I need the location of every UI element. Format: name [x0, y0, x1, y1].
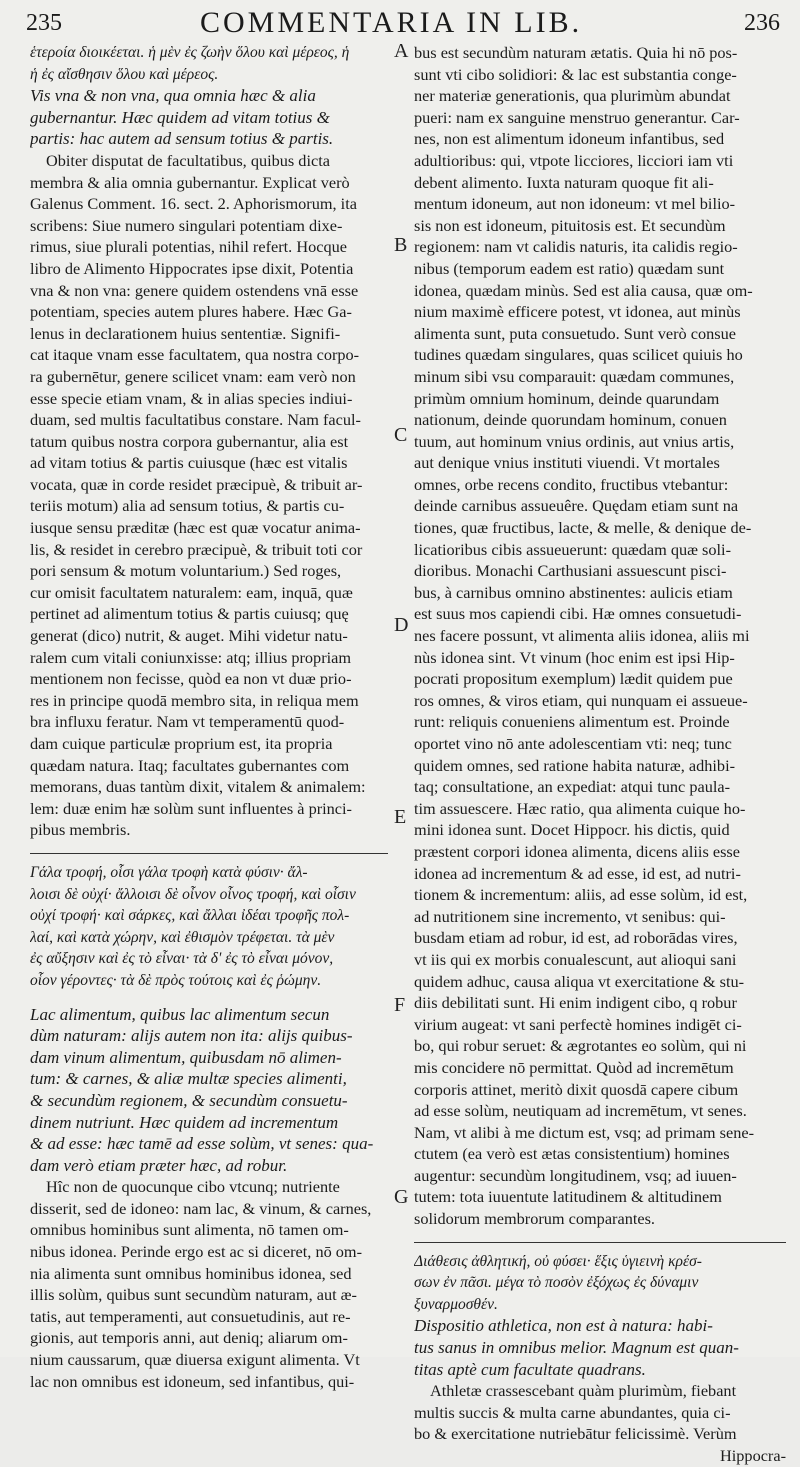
- commentary-line: lenus in declarationem huius sententiæ. Signifi-: [30, 323, 341, 343]
- greek-text-line: ἐς αὔξησιν καὶ ἐς τὸ εἶναι· τὰ δ' ἐς τὸ εἶναι μόνον,: [30, 950, 334, 968]
- commentary-line: rimus, siue plurali potentias, nihil refert. Hocque: [30, 237, 347, 257]
- commentary-line: ner materiæ generationis, qua plurimùm abundat: [414, 86, 731, 106]
- commentary-line: membra & alia omnia gubernantur. Explicat verò: [30, 172, 350, 192]
- commentary-line: omnes, orbe recens condito, fructibus vtebantur:: [414, 474, 729, 494]
- commentary-line: bus, à carnibus omnino abstinentes: aulicis etiam: [414, 582, 733, 602]
- commentary-line: adultioribus: qui, vtpote licciores, licciori iam vti: [414, 150, 734, 170]
- greek-text-line: ἡ ἐς αἴσθησιν ὅλου καὶ μέρεος.: [30, 65, 219, 83]
- commentary-line: Nam, vt alibi à me dictum est, vsq; ad primam sene-: [414, 1122, 755, 1142]
- commentary-line: corporis attinet, meritò dixit quosdā capere cibum: [414, 1079, 739, 1099]
- commentary-line: tuum, aut hominum vnius ordinis, aut vnius artis,: [414, 431, 735, 451]
- commentary-line: ctutem (ea verò est ætas consistentium) homines: [414, 1144, 730, 1164]
- commentary-line: quidem omnes, sed ratione habita naturæ, adhibi-: [414, 755, 736, 775]
- greek-text-line: οἷον γέροντες· τὰ δὲ πρὸς τούτοις καὶ ἐς ῥώμην.: [30, 971, 322, 989]
- running-title: COMMENTARIA IN LIB.: [200, 6, 583, 39]
- commentary-line: Obiter disputat de facultatibus, quibus dicta: [46, 150, 330, 170]
- commentary-line: dioribus. Monachi Carthusiani assuescunt pisci-: [414, 561, 727, 581]
- commentary-line: pocrati propositum exemplum) lædit quidem pue: [414, 669, 733, 689]
- left-column: [30, 42, 388, 1392]
- latin-translation-line: gubernantur. Hæc quidem ad vitam totius &: [30, 107, 330, 127]
- commentary-line: licatioribus cibis assueuerunt: quædam quæ soli-: [414, 539, 731, 559]
- latin-translation-line: & ad esse: hæc tamē ad esse solùm, vt senes: qua-: [30, 1134, 374, 1154]
- commentary-line: diis debilitati sunt. Hi enim indigent cibo, q robur: [414, 993, 737, 1013]
- commentary-line: bus est secundùm naturam ætatis. Quia hi nō pos-: [414, 43, 738, 62]
- latin-translation-line: & secundùm regionem, & secundùm consuetu-: [30, 1090, 348, 1110]
- commentary-line: solidorum membrorum comparantes.: [414, 1209, 655, 1229]
- section-rule: [414, 1242, 786, 1243]
- latin-translation-line: tum: & carnes, & aliæ multæ species alimenti,: [30, 1069, 347, 1089]
- commentary-line: pori sensum & motum voluntarium.) Sed roges,: [30, 561, 342, 581]
- commentary-line: quidem adhuc, causa aliqua vt exercitatione & stu-: [414, 971, 745, 991]
- commentary-line: tatis, aut temperamenti, aut consuetudinis, aut re-: [30, 1306, 351, 1326]
- commentary-line: aut denique vnius instituti viuendi. Vt mortales: [414, 453, 720, 473]
- page-number-right: 236: [744, 10, 780, 36]
- commentary-line: sis non est idoneum, pituitosis est. Et secundùm: [414, 215, 726, 235]
- commentary-line: lac non omnibus est idoneum, sed infantibus, qui-: [30, 1371, 355, 1391]
- commentary-line: tionem & incrementum: aliis, ad esse solùm, id est,: [414, 885, 748, 905]
- commentary-line: dam cuique particulæ proprium est, ita propria: [30, 734, 333, 753]
- commentary-line: vocata, quæ in corde residet præcipuè, & tribuit ar-: [30, 474, 363, 494]
- page-number-left: 235: [26, 10, 62, 36]
- commentary-line: ros omnes, & viros etiam, qui nunquam ei assueue-: [414, 690, 748, 710]
- commentary-line: ralem cum vitali coniunxisse: atq; illius propriam: [30, 647, 352, 667]
- commentary-line: regionem: nam vt calidis naturis, ita calidis regio-: [414, 237, 738, 257]
- greek-text-line: Διάθεσις ἀθλητική, οὐ φύσει· ἕξις ὑγιεινὴ κρέσ-: [414, 1252, 702, 1270]
- commentary-line: tudines quædam singulares, quas scilicet quiuis ho: [414, 345, 743, 365]
- section-rule: [30, 853, 388, 854]
- commentary-line: virium augeat: vt sani perfectè homines indigēt ci-: [414, 1014, 742, 1034]
- greek-text-line: Γάλα τροφή, οἷσι γάλα τροφὴ κατὰ φύσιν· ἄλ-: [30, 863, 308, 881]
- commentary-line: nes facere possunt, vt alimenta aliis idonea, aliis mi: [414, 626, 750, 646]
- greek-text-line: ξυναρμοσθέν.: [414, 1295, 498, 1313]
- commentary-line: sunt vti cibo solidiori: & lac est substantia conge-: [414, 64, 737, 84]
- commentary-line: ad nutritionem sine incremento, vt senibus: qui-: [414, 906, 726, 926]
- commentary-line: teriis motum) alia ad sensum totius, & partis cu-: [30, 496, 345, 516]
- commentary-line: nium caussarum, quæ diuersa exigunt alimenta. Vt: [30, 1350, 360, 1370]
- commentary-line: omnibus hominibus sunt alimenta, nō tamen om-: [30, 1220, 349, 1240]
- commentary-line: ad vitam totius & partis cuiusque (hæc est vitalis: [30, 453, 348, 473]
- commentary-line: deinde carnibus assueuêre. Quędam etiam sunt na: [414, 496, 739, 516]
- commentary-line: augentur: secundùm longitudinem, vsq; ad iuuen-: [414, 1165, 737, 1185]
- commentary-line: busdam etiam ad robur, id est, ad roborādas vires,: [414, 928, 738, 948]
- greek-text-line: λοισι δὲ οὐχί· ἄλλοισι δὲ οἶνον οἶνος τροφή, καὶ οἷσιν: [30, 885, 356, 903]
- margin-letter-a: A: [394, 40, 409, 62]
- margin-letter-g: G: [394, 1186, 409, 1208]
- commentary-line: multis succis & multa carne abundantes, quia ci-: [414, 1402, 731, 1422]
- commentary-line: mentionem non fecisse, quòd ea non vt duæ prio-: [30, 669, 352, 689]
- commentary-line: mis concidere nō permittat. Quòd ad incremētum: [414, 1057, 734, 1077]
- catchword: Hippocra-: [720, 1446, 786, 1465]
- commentary-line: idonea, quædam minùs. Sed est alia causa, quæ om-: [414, 280, 753, 300]
- commentary-line: pertinet ad alimentum totius & partis cuiusq; quę: [30, 604, 349, 624]
- latin-translation-line: dinem nutriunt. Hæc quidem ad incrementum: [30, 1112, 339, 1132]
- latin-translation-line: dam vinum alimentum, quibusdam nō alimen-: [30, 1047, 342, 1067]
- commentary-line: mentum idoneum, aut non idoneum: vt mel bilio-: [414, 194, 736, 214]
- commentary-line: illis solùm, quibus sunt secundùm naturam, aut æ-: [30, 1285, 357, 1305]
- commentary-line: disserit, sed de idoneo: nam lac, & vinum, & carnes,: [30, 1198, 372, 1218]
- margin-letter-e: E: [394, 806, 407, 828]
- spacer: [30, 992, 388, 1004]
- commentary-line: nes, non est alimentum idoneum infantibus, sed: [414, 129, 725, 149]
- commentary-line: pueri: nam ex sanguine menstruo generantur. Car-: [414, 107, 740, 127]
- commentary-line: libro de Alimento Hippocrates ipse dixit, Potentia: [30, 258, 354, 278]
- commentary-line: oportet vino nō ante adolescentiam vti: neq; tunc: [414, 734, 732, 753]
- commentary-line: ra gubernētur, genere scilicet vnam: eam verò non: [30, 366, 356, 386]
- commentary-line: præstent corpori idonea alimenta, dicens aliis esse: [414, 841, 740, 861]
- commentary-line: ad esse solùm, neutiquam ad incremētum, vt senes.: [414, 1101, 747, 1121]
- margin-letter-f: F: [394, 994, 406, 1016]
- commentary-line: bo & exercitatione nutriebātur felicissimè. Verùm: [414, 1424, 737, 1444]
- commentary-line: pibus membris.: [30, 820, 131, 840]
- commentary-line: esse specie etiam vnam, & in alias species indiui-: [30, 388, 353, 408]
- greek-text-line: σων ἐν πᾶσι. μέγα τὸ ποσὸν ἐξόχως ἐς δύναμιν: [414, 1274, 699, 1292]
- commentary-line: tiones, quæ fructibus, lacte, & melle, & denique de-: [414, 518, 752, 538]
- commentary-line: lem: duæ enim hæ solùm sunt influentes à princi-: [30, 798, 352, 818]
- commentary-line: alimenta sunt, puta consuetudo. Sunt verò consue: [414, 323, 736, 343]
- latin-translation-line: dam verò etiam præter hæc, ad robur.: [30, 1155, 288, 1175]
- commentary-line: lis, & residet in cerebro præcipuè, & tribuit toti cor: [30, 539, 363, 559]
- commentary-line: vna & non vna: genere quidem ostendens vnā esse: [30, 280, 359, 300]
- commentary-line: gionis, aut temporis anni, aut deniq; aliarum om-: [30, 1328, 348, 1348]
- commentary-line: vt iis qui ex morbis conualescunt, aut alioqui sani: [414, 949, 737, 969]
- commentary-line: nium maximè efficere potest, vt idonea, aut minùs: [414, 302, 741, 322]
- latin-translation-line: Dispositio athletica, non est à natura: habi-: [414, 1316, 713, 1336]
- commentary-line: est suus mos capiendi cibi. Hæ omnes consuetudi-: [414, 604, 742, 624]
- commentary-line: bra influxu feratur. Nam vt temperamentū quod-: [30, 712, 345, 732]
- latin-translation-line: dùm naturam: alijs autem non ita: alijs quibus-: [30, 1026, 353, 1046]
- commentary-line: duam, sed multis facultatibus constare. Nam facul-: [30, 410, 361, 430]
- commentary-line: runt: reliquis conueniens alimentum est. Proinde: [414, 712, 730, 732]
- commentary-line: tutem: tota iuuentute latitudinem & altitudinem: [414, 1187, 722, 1207]
- commentary-line: nia alimenta sunt omnibus hominibus idonea, sed: [30, 1263, 352, 1283]
- commentary-line: potentiam, species autem plures habere. Hæc Ga-: [30, 302, 352, 322]
- commentary-line: generat (dico) nutrit, & auget. Mihi videtur natu-: [30, 626, 348, 646]
- latin-translation-line: titas aptè cum facultate quadrans.: [414, 1359, 646, 1379]
- right-column: [414, 42, 786, 1467]
- commentary-line: cat itaque vnam esse facultatem, qua nostra corpo-: [30, 345, 360, 365]
- commentary-line: Hîc non de quocunque cibo vtcunq; nutriente: [46, 1177, 340, 1197]
- greek-text-line: οὐχί τροφή· καὶ σάρκες, καὶ ἄλλαι ἰδέαι τροφῆς πολ-: [30, 907, 350, 925]
- commentary-line: scribens: Siue numero singulari potentiam dixe-: [30, 215, 343, 235]
- margin-letter-c: C: [394, 424, 408, 446]
- commentary-line: idonea ad incrementum & ad esse, id est, ad nutri-: [414, 863, 741, 883]
- commentary-line: nibus (temporum eadem est ratio) quædam sunt: [414, 258, 725, 278]
- commentary-line: Galenus Comment. 16. sect. 2. Aphorismorum, ita: [30, 194, 357, 214]
- commentary-line: bo, qui robur seruet: & ægrotantes eo solùm, qui ni: [414, 1036, 747, 1056]
- commentary-line: taq; consultatione, an expediat: atqui tunc paula-: [414, 777, 731, 797]
- commentary-line: memorans, duas tantùm dixit, vitalem & animalem:: [30, 777, 366, 797]
- commentary-line: primùm omnium hominum, deinde quarundam: [414, 388, 720, 408]
- commentary-line: tatum quibus nostra corpora gubernantur, alia est: [30, 431, 349, 451]
- commentary-line: tim assuescere. Hæc ratio, qua alimenta cuique ho-: [414, 798, 746, 818]
- greek-text-line: λαί, καὶ κατὰ χώρην, καὶ ἐθισμὸν τρέφεται. τὰ μὲν: [30, 928, 335, 946]
- commentary-line: mini idonea sunt. Docet Hippocr. his dictis, quid: [414, 820, 730, 840]
- margin-letter-d: D: [394, 614, 409, 636]
- commentary-line: nùs idonea sint. Vt vinum (hoc enim est ipsi Hip-: [414, 647, 735, 667]
- greek-text-line: ἑτεροία διοικέεται. ἡ μὲν ἐς ζωὴν ὅλου καὶ μέρεος, ἡ: [30, 44, 350, 61]
- commentary-line: res in principe quodā membro sita, in reliqua mem: [30, 690, 359, 710]
- latin-translation-line: partis: hac autem ad sensum totius & partis.: [30, 129, 334, 149]
- commentary-line: minum sibi vsu comparauit: quædam communes,: [414, 366, 735, 386]
- commentary-line: cur omisit facultatem naturalem: eam, inquā, quæ: [30, 582, 353, 602]
- commentary-line: Athletæ crassescebant quàm plurimùm, fiebant: [430, 1381, 737, 1401]
- commentary-line: nationum, deinde quorundam hominum, conuen: [414, 410, 727, 430]
- latin-translation-line: Lac alimentum, quibus lac alimentum secun: [30, 1004, 330, 1024]
- latin-translation-line: tus sanus in omnibus melior. Magnum est quan-: [414, 1338, 739, 1358]
- commentary-line: iusque sensu præditæ (hæc est quæ vocatur anima-: [30, 518, 361, 538]
- commentary-line: debent alimento. Iuxta naturam quoque fit ali-: [414, 172, 714, 192]
- commentary-line: nibus idonea. Perinde ergo est ac si diceret, nō om-: [30, 1242, 363, 1262]
- margin-letter-b: B: [394, 234, 408, 256]
- latin-translation-line: Vis vna & non vna, qua omnia hæc & alia: [30, 86, 316, 106]
- commentary-line: quædam natura. Itaq; facultates gubernantes com: [30, 755, 350, 775]
